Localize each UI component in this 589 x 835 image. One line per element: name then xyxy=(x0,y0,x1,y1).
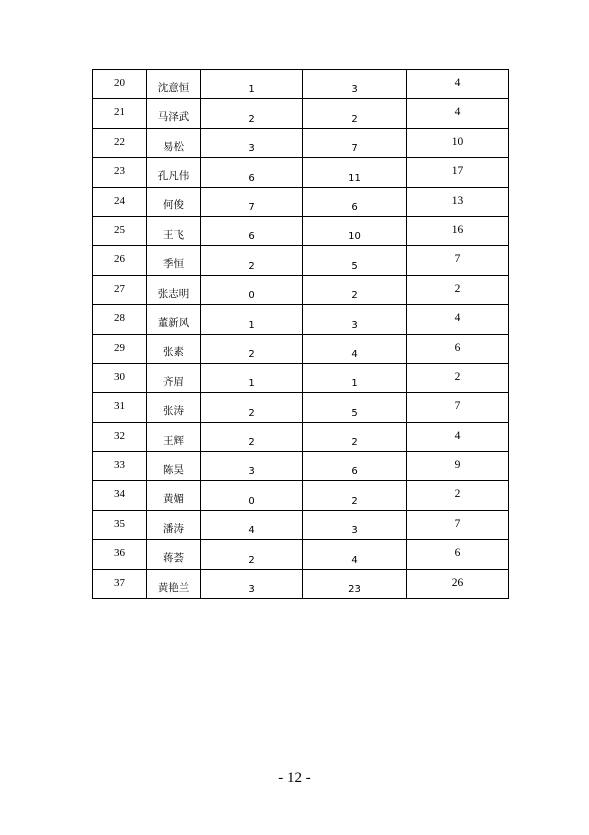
total-cell xyxy=(407,481,509,510)
row-number-cell-text: 27 xyxy=(114,282,125,295)
value-a-cell-text: 7 xyxy=(248,201,255,213)
total-cell-text: 16 xyxy=(451,223,464,236)
value-a-cell xyxy=(201,540,303,569)
table-row xyxy=(93,305,509,334)
table-row xyxy=(93,275,509,304)
value-a-cell-text: 6 xyxy=(248,231,255,243)
value-b-cell xyxy=(303,481,407,510)
row-number-cell xyxy=(93,569,147,598)
value-a-cell xyxy=(201,452,303,481)
total-cell xyxy=(407,422,509,451)
row-number-cell-text: 22 xyxy=(114,135,125,148)
value-a-cell xyxy=(201,246,303,275)
total-cell-text: 2 xyxy=(454,370,461,383)
name-cell xyxy=(147,158,201,187)
total-cell xyxy=(407,158,509,187)
name-cell-text: 陈昊 xyxy=(163,463,184,476)
total-cell xyxy=(407,334,509,363)
value-b-cell-text: 3 xyxy=(351,84,358,96)
row-number-cell-text: 28 xyxy=(114,312,125,325)
total-cell-text: 7 xyxy=(454,400,461,413)
value-a-cell xyxy=(201,569,303,598)
value-a-cell-text: 3 xyxy=(248,584,255,596)
name-cell-text: 张志明 xyxy=(157,287,190,300)
row-number-cell xyxy=(93,128,147,157)
row-number-cell-text: 33 xyxy=(114,459,125,472)
name-cell-text: 孔凡伟 xyxy=(157,170,190,183)
value-b-cell-text: 11 xyxy=(348,172,361,184)
name-cell xyxy=(147,187,201,216)
total-cell-text: 7 xyxy=(454,517,461,530)
name-cell xyxy=(147,540,201,569)
table-row xyxy=(93,216,509,245)
value-a-cell xyxy=(201,422,303,451)
total-cell xyxy=(407,452,509,481)
value-b-cell-text: 10 xyxy=(348,231,361,243)
value-b-cell xyxy=(303,275,407,304)
name-cell-text: 齐眉 xyxy=(163,375,184,388)
value-b-cell xyxy=(303,216,407,245)
value-b-cell-text: 2 xyxy=(351,290,358,302)
value-b-cell-text: 4 xyxy=(351,348,358,360)
value-b-cell-text: 23 xyxy=(348,584,361,596)
total-cell xyxy=(407,70,509,99)
total-cell xyxy=(407,363,509,392)
value-a-cell-text: 2 xyxy=(248,437,255,449)
table-row xyxy=(93,393,509,422)
name-cell xyxy=(147,452,201,481)
value-a-cell-text: 2 xyxy=(248,260,255,272)
value-b-cell-text: 7 xyxy=(351,143,358,155)
table-row xyxy=(93,422,509,451)
name-cell-text: 马泽武 xyxy=(157,111,190,124)
value-b-cell xyxy=(303,569,407,598)
score-table-body xyxy=(93,70,509,599)
value-a-cell xyxy=(201,510,303,539)
total-cell xyxy=(407,540,509,569)
value-b-cell-text: 2 xyxy=(351,113,358,125)
total-cell-text: 4 xyxy=(454,312,461,325)
name-cell-text: 张素 xyxy=(163,346,184,359)
row-number-cell xyxy=(93,70,147,99)
name-cell xyxy=(147,334,201,363)
name-cell-text: 王辉 xyxy=(163,434,184,447)
row-number-cell-text: 20 xyxy=(114,77,125,89)
row-number-cell xyxy=(93,246,147,275)
table-row xyxy=(93,128,509,157)
name-cell xyxy=(147,305,201,334)
row-number-cell xyxy=(93,275,147,304)
value-a-cell-text: 1 xyxy=(248,378,255,390)
value-a-cell-text: 2 xyxy=(248,407,255,419)
row-number-cell-text: 29 xyxy=(114,341,125,354)
value-a-cell xyxy=(201,216,303,245)
total-cell xyxy=(407,393,509,422)
total-cell xyxy=(407,510,509,539)
name-cell xyxy=(147,70,201,99)
name-cell-text: 董新风 xyxy=(157,317,190,330)
value-a-cell-text: 3 xyxy=(248,143,255,155)
table-row xyxy=(93,452,509,481)
value-a-cell xyxy=(201,481,303,510)
row-number-cell-text: 31 xyxy=(114,400,125,413)
value-b-cell xyxy=(303,452,407,481)
row-number-cell-text: 30 xyxy=(114,370,125,383)
row-number-cell xyxy=(93,422,147,451)
name-cell xyxy=(147,481,201,510)
value-a-cell-text: 2 xyxy=(248,348,255,360)
value-b-cell xyxy=(303,393,407,422)
name-cell-text: 季恒 xyxy=(163,258,184,271)
name-cell-text: 黄艳兰 xyxy=(157,581,190,594)
name-cell-text: 潘涛 xyxy=(163,522,184,535)
value-b-cell xyxy=(303,187,407,216)
row-number-cell-text: 37 xyxy=(114,576,125,589)
row-number-cell-text: 34 xyxy=(114,488,125,501)
total-cell-text: 26 xyxy=(451,576,464,589)
row-number-cell-text: 32 xyxy=(114,429,125,442)
total-cell-text: 9 xyxy=(454,459,461,472)
total-cell-text: 4 xyxy=(454,106,461,119)
row-number-cell xyxy=(93,363,147,392)
total-cell-text: 4 xyxy=(454,77,461,89)
value-b-cell-text: 6 xyxy=(351,201,358,213)
value-a-cell xyxy=(201,393,303,422)
total-cell xyxy=(407,569,509,598)
row-number-cell xyxy=(93,99,147,128)
value-b-cell xyxy=(303,334,407,363)
value-a-cell-text: 2 xyxy=(248,113,255,125)
table-row xyxy=(93,481,509,510)
value-b-cell-text: 3 xyxy=(351,525,358,537)
total-cell-text: 7 xyxy=(454,253,461,266)
table-row xyxy=(93,540,509,569)
row-number-cell xyxy=(93,158,147,187)
value-b-cell xyxy=(303,422,407,451)
total-cell xyxy=(407,187,509,216)
value-b-cell xyxy=(303,246,407,275)
value-b-cell xyxy=(303,305,407,334)
name-cell xyxy=(147,216,201,245)
value-a-cell xyxy=(201,128,303,157)
total-cell-text: 2 xyxy=(454,488,461,501)
row-number-cell xyxy=(93,540,147,569)
name-cell-text: 王飞 xyxy=(163,228,184,241)
name-cell xyxy=(147,363,201,392)
value-b-cell-text: 3 xyxy=(351,319,358,331)
table-row xyxy=(93,99,509,128)
row-number-cell-text: 36 xyxy=(114,547,125,560)
row-number-cell xyxy=(93,393,147,422)
table-row xyxy=(93,510,509,539)
value-a-cell xyxy=(201,158,303,187)
row-number-cell-text: 24 xyxy=(114,194,125,207)
value-b-cell-text: 2 xyxy=(351,495,358,507)
value-b-cell-text: 6 xyxy=(351,466,358,478)
value-b-cell xyxy=(303,70,407,99)
value-a-cell-text: 1 xyxy=(248,84,255,96)
score-table xyxy=(92,69,509,599)
name-cell xyxy=(147,246,201,275)
table-row xyxy=(93,569,509,598)
value-a-cell-text: 0 xyxy=(248,495,255,507)
value-b-cell xyxy=(303,128,407,157)
row-number-cell xyxy=(93,187,147,216)
value-b-cell-text: 2 xyxy=(351,437,358,449)
value-b-cell xyxy=(303,510,407,539)
row-number-cell xyxy=(93,481,147,510)
row-number-cell-text: 23 xyxy=(114,165,125,178)
value-b-cell xyxy=(303,363,407,392)
value-a-cell xyxy=(201,187,303,216)
value-a-cell xyxy=(201,275,303,304)
value-a-cell-text: 2 xyxy=(248,554,255,566)
value-b-cell-text: 1 xyxy=(351,378,358,390)
value-b-cell-text: 5 xyxy=(351,407,358,419)
name-cell-text: 何俊 xyxy=(163,199,184,212)
value-a-cell-text: 0 xyxy=(248,290,255,302)
table-row xyxy=(93,334,509,363)
total-cell-text: 6 xyxy=(454,547,461,560)
value-a-cell xyxy=(201,305,303,334)
total-cell xyxy=(407,305,509,334)
row-number-cell xyxy=(93,334,147,363)
name-cell-text: 沈意恒 xyxy=(157,81,190,94)
value-a-cell-text: 1 xyxy=(248,319,255,331)
name-cell xyxy=(147,393,201,422)
total-cell xyxy=(407,128,509,157)
table-row xyxy=(93,158,509,187)
total-cell-text: 10 xyxy=(451,135,464,148)
value-b-cell xyxy=(303,540,407,569)
row-number-cell xyxy=(93,216,147,245)
row-number-cell xyxy=(93,510,147,539)
name-cell xyxy=(147,128,201,157)
value-a-cell-text: 6 xyxy=(248,172,255,184)
row-number-cell xyxy=(93,452,147,481)
row-number-cell-text: 21 xyxy=(114,106,125,119)
value-b-cell xyxy=(303,99,407,128)
total-cell-text: 2 xyxy=(454,282,461,295)
total-cell xyxy=(407,99,509,128)
value-a-cell-text: 3 xyxy=(248,466,255,478)
name-cell-text: 黄媚 xyxy=(163,493,184,506)
row-number-cell-text: 26 xyxy=(114,253,125,266)
table-row xyxy=(93,246,509,275)
value-a-cell xyxy=(201,70,303,99)
row-number-cell-text: 35 xyxy=(114,517,125,530)
name-cell xyxy=(147,275,201,304)
value-a-cell xyxy=(201,363,303,392)
table-row xyxy=(93,363,509,392)
value-b-cell-text: 5 xyxy=(351,260,358,272)
table-row xyxy=(93,187,509,216)
row-number-cell xyxy=(93,305,147,334)
name-cell xyxy=(147,569,201,598)
total-cell-text: 17 xyxy=(451,165,464,178)
total-cell xyxy=(407,275,509,304)
page-number: - 12 - xyxy=(278,770,311,786)
total-cell xyxy=(407,246,509,275)
value-a-cell-text: 4 xyxy=(248,525,255,537)
name-cell-text: 蒋荟 xyxy=(163,552,184,565)
name-cell xyxy=(147,422,201,451)
total-cell-text: 6 xyxy=(454,341,461,354)
name-cell-text: 张涛 xyxy=(163,405,184,418)
total-cell-text: 13 xyxy=(451,194,464,207)
total-cell-text: 4 xyxy=(454,429,461,442)
name-cell xyxy=(147,99,201,128)
table-row xyxy=(93,70,509,99)
value-b-cell xyxy=(303,158,407,187)
name-cell-text: 易松 xyxy=(163,140,184,153)
total-cell xyxy=(407,216,509,245)
value-a-cell xyxy=(201,99,303,128)
value-b-cell-text: 4 xyxy=(351,554,358,566)
name-cell xyxy=(147,510,201,539)
row-number-cell-text: 25 xyxy=(114,223,125,236)
value-a-cell xyxy=(201,334,303,363)
